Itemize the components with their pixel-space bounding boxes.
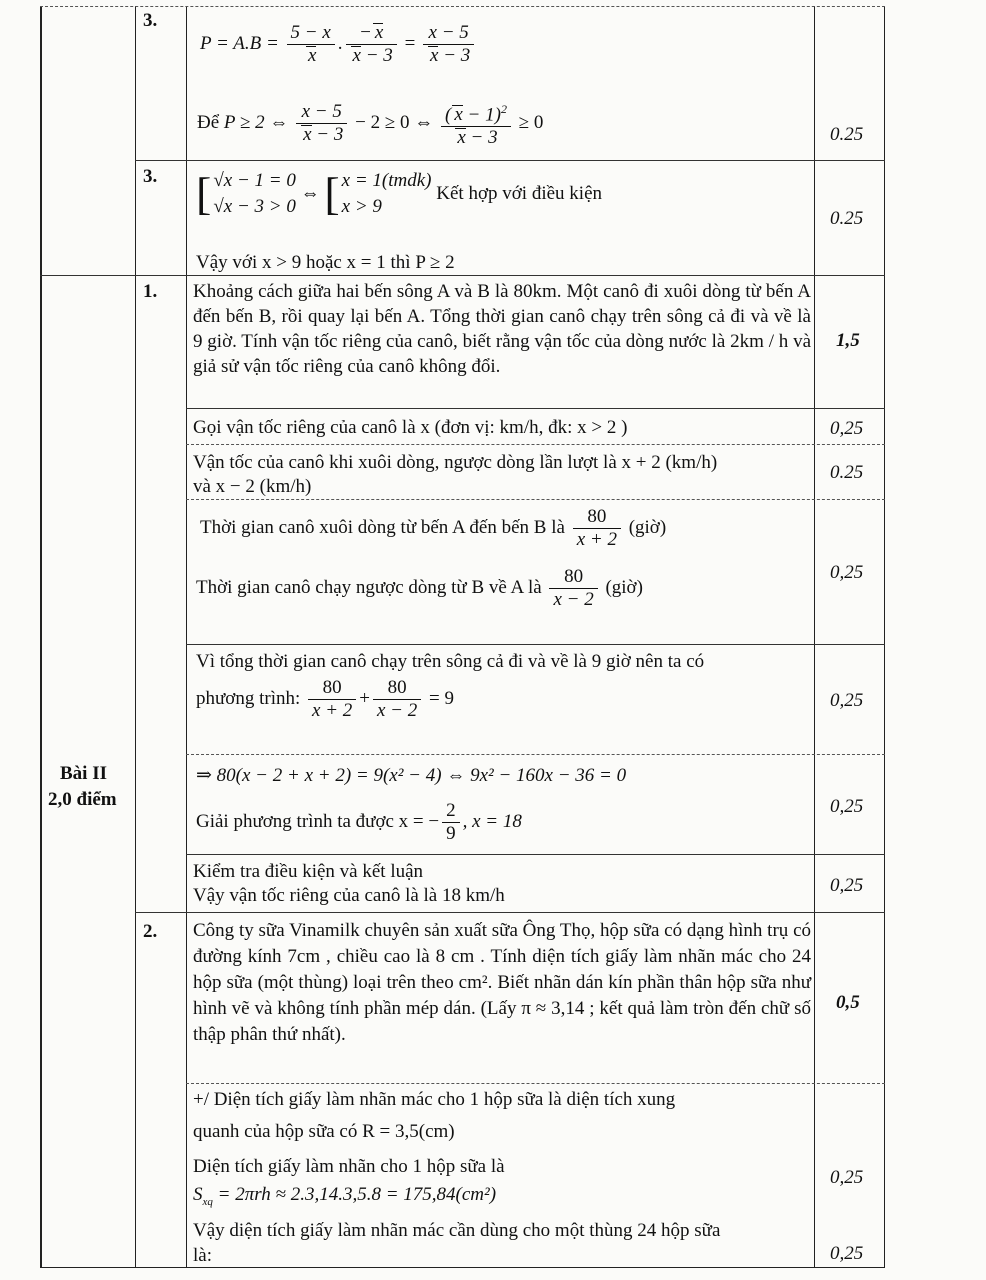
solution-line-4	[193, 1183, 496, 1214]
score: 0.25	[830, 208, 864, 229]
s-subscript: xq	[202, 1195, 213, 1208]
content-column-rule	[186, 6, 187, 1268]
step-2-line-1: Vận tốc của canô khi xuôi dòng, ngược dòng lần lượt là x + 2 (km/h)	[193, 452, 718, 473]
score: 0,25	[830, 1243, 864, 1264]
p-inequality: Để P ≥ 2 ⇔ $\frac{x - 5}{x - 3}$ − 2 ≥ 0 ⇔ $\frac{( x - 1)^2}{x - 3}$ ≥ 0	[197, 98, 543, 149]
equation-system: [ √x − 1 = 0 √x − 3 > 0 ⇔ [ x = 1(tmdk) x > 9 Kết hợp với điều kiện	[196, 168, 602, 219]
step-5-text: Giải phương trình ta được x = −	[196, 810, 440, 832]
row-divider	[186, 1083, 885, 1084]
step-5-line-1: ⇒ 80(x − 2 + x + 2) = 9(x² − 4) ⇔ 9x² − 160x − 36 = 0	[196, 765, 627, 786]
row-divider	[186, 444, 885, 445]
row-divider	[135, 160, 885, 161]
score: 0,25	[830, 562, 864, 583]
ket-hop-text: Kết hợp với điều kiện	[436, 183, 602, 204]
score: 0,25	[830, 418, 864, 439]
row-divider	[135, 912, 885, 913]
score: 0,25	[830, 1167, 864, 1188]
step-6-line-1: Kiểm tra điều kiện và kết luận	[193, 861, 424, 882]
item-number: 1.	[143, 281, 158, 302]
bottom-border	[40, 1267, 885, 1268]
row-divider	[186, 754, 885, 755]
step-2-line-2: và x − 2 (km/h)	[193, 476, 312, 497]
fraction: $\frac{80}{x + 2}$	[573, 506, 621, 551]
section-points: 2,0 điểm	[48, 789, 117, 810]
fraction: $\frac{- x}{x - 3}$	[346, 22, 397, 67]
top-conclusion: Vậy với x > 9 hoặc x = 1 thì P ≥ 2	[196, 252, 455, 273]
row-divider	[186, 408, 885, 409]
row-divider	[186, 644, 885, 645]
fraction: $\frac{5 - x}{x}$	[287, 22, 335, 67]
row-divider	[186, 854, 885, 855]
sys-left-2: √x − 3 > 0	[213, 196, 296, 217]
fraction: $\frac{( x - 1)^2}{x - 3}$	[441, 98, 511, 149]
section-title: Bài II	[60, 763, 107, 784]
solution-line-1: +/ Diện tích giấy làm nhãn mác cho 1 hộp sữa là diện tích xung	[193, 1089, 676, 1110]
section-divider	[40, 275, 885, 276]
score: 0.25	[830, 462, 864, 483]
sys-right-1: x = 1(tmdk)	[341, 170, 432, 191]
problem-1-text: Khoảng cách giữa hai bến sông A và B là 80km. Một canô đi xuôi dòng từ bến A đến bến B, rồi quay lại bến A. Tổng thời gian canô chạy trên sông cả đi và về là 9 giờ. Tính vận tốc riêng của canô, biết rằng vận tốc của dòng nước là 2km / h và giả sử vận tốc riêng của canô không đổi.	[193, 281, 811, 377]
left-border	[40, 6, 42, 1268]
unit-hour: (giờ)	[628, 516, 667, 538]
p-formula: P = A.B = $\frac{5 - x}{x}$ . $\frac{- x}{x - 3}$ = $\frac{x - 5}{x - 3}$	[200, 22, 477, 67]
score-column-rule	[814, 6, 815, 1268]
step-4-label: phương trình:	[196, 687, 301, 709]
step-5-line-2	[196, 800, 522, 845]
top-border	[40, 6, 885, 7]
right-border	[884, 6, 885, 1268]
step-5-tail: , x = 18	[462, 810, 522, 832]
equals-nine: = 9	[429, 687, 454, 709]
sys-right-2: x > 9	[341, 196, 382, 217]
problem-2-text: Công ty sữa Vinamilk chuyên sản xuất sữa Ông Thọ, hộp sữa có dạng hình trụ có đường kính 7cm , chiều cao là 8 cm . Tính diện tích giấy làm nhãn mác cho 24 hộp sữa (một thùng) loại trên theo cm². Biết nhãn dán kín phần thân hộp sữa như hình vẽ và không tính phần mép dán. (Lấy π ≈ 3,14 ; kết quả làm tròn đến chữ số thập phân thứ nhất).	[193, 920, 811, 1045]
fraction: $\frac{x - 5}{x - 3}$	[423, 22, 474, 67]
solution-line-2: quanh của hộp sữa có R = 3,5(cm)	[193, 1121, 455, 1142]
score: 0,25	[830, 690, 864, 711]
item-number: 3.	[143, 166, 158, 187]
de-label: Để	[197, 112, 220, 134]
item-column-rule	[135, 6, 136, 1268]
fraction: $\frac{x - 5}{x - 3}$	[296, 101, 347, 146]
step-3b-text: Thời gian canô chạy ngược dòng từ B về A là	[196, 576, 542, 598]
sys-left-1: √x − 1 = 0	[213, 170, 296, 191]
row-divider	[186, 499, 885, 500]
fraction: $\frac{80}{x - 2}$	[373, 677, 421, 722]
fraction: $\frac{80}{x + 2}$	[308, 677, 356, 722]
step-3b	[196, 566, 643, 611]
item-number: 2.	[143, 921, 158, 942]
solution-line-5: Vậy diện tích giấy làm nhãn mác cần dùng cho một thùng 24 hộp sữa	[193, 1220, 721, 1241]
solution-line-3: Diện tích giấy làm nhãn cho 1 hộp sữa là	[193, 1156, 505, 1177]
solution-line-6: là:	[193, 1245, 212, 1266]
item-number: 3.	[143, 10, 158, 31]
fraction: $\frac{2}{9}$	[442, 800, 460, 845]
score: 0.25	[830, 124, 864, 145]
score: 0,5	[836, 992, 860, 1013]
score: 1,5	[836, 330, 860, 351]
score: 0,25	[830, 796, 864, 817]
step-1: Gọi vận tốc riêng của canô là x (đơn vị: km/h, đk: x > 2 )	[193, 417, 628, 438]
area-formula: = 2πrh ≈ 2.3,14.3,5.8 = 175,84(cm²)	[217, 1184, 497, 1205]
score: 0,25	[830, 875, 864, 896]
step-4-line-1: Vì tổng thời gian canô chạy trên sông cả đi và về là 9 giờ nên ta có	[196, 651, 705, 672]
p-label: P = A.B =	[200, 32, 279, 54]
unit-hour: (giờ)	[605, 576, 643, 598]
fraction: $\frac{80}{x - 2}$	[549, 566, 597, 611]
step-3a	[200, 506, 666, 551]
p-ge-label: P ≥ 2 ⇔	[223, 112, 289, 134]
step-6-line-2: Vậy vận tốc riêng của canô là là 18 km/h	[193, 885, 505, 906]
step-3a-text: Thời gian canô xuôi dòng từ bến A đến bến B là	[200, 516, 565, 538]
s-symbol: S	[193, 1184, 203, 1205]
step-4-line-2: phương trình: $\frac{80}{x + 2}$ + $\frac{80}{x - 2}$ = 9	[196, 677, 454, 721]
